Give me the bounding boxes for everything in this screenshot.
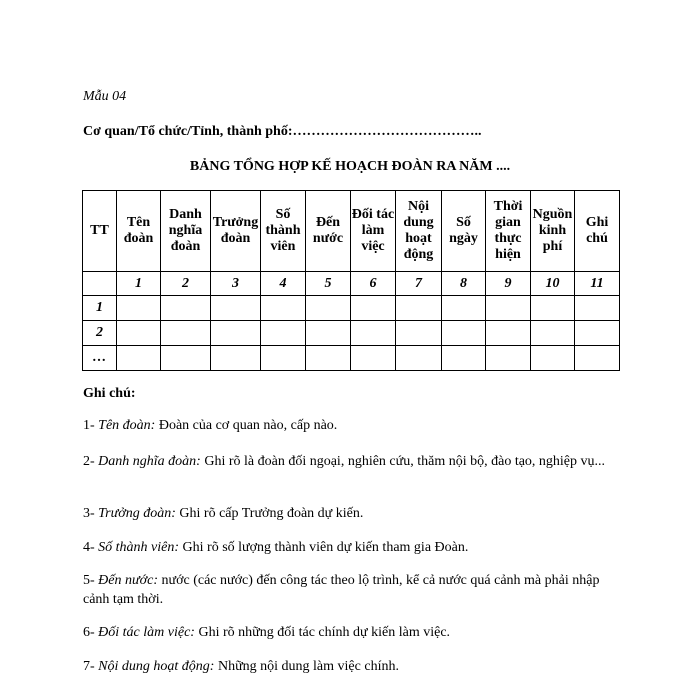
- header-cell: Trưởng đoàn: [211, 191, 261, 272]
- note-prefix: 4-: [83, 540, 99, 555]
- row-index-cell: …: [83, 346, 117, 371]
- note-term: Trưởng đoàn:: [98, 506, 176, 521]
- note-text: Đoàn của cơ quan nào, cấp nào.: [155, 418, 338, 433]
- header-cell: Nội dung hoạt động: [396, 191, 442, 272]
- empty-cell: [486, 296, 531, 321]
- empty-cell: [117, 346, 161, 371]
- empty-cell: [442, 296, 486, 321]
- header-cell: Nguồn kinh phí: [531, 191, 575, 272]
- table-row: [83, 346, 620, 371]
- note-prefix: 1-: [83, 418, 99, 433]
- table-row: [83, 321, 620, 346]
- note-prefix: 3-: [83, 506, 99, 521]
- empty-cell: [396, 346, 442, 371]
- form-code: Mẫu 04: [83, 89, 127, 104]
- empty-cell: [261, 321, 306, 346]
- note-term: Danh nghĩa đoàn:: [98, 454, 201, 469]
- note-term: Đối tác làm việc:: [98, 625, 195, 640]
- column-number-cell: 10: [531, 272, 575, 296]
- empty-cell: [261, 346, 306, 371]
- empty-cell: [211, 346, 261, 371]
- header-cell: Tên đoàn: [117, 191, 161, 272]
- empty-cell: [211, 321, 261, 346]
- note-prefix: 6-: [83, 625, 99, 640]
- note-item: [83, 571, 620, 609]
- header-cell: Thời gian thực hiện: [486, 191, 531, 272]
- column-number-cell: 7: [396, 272, 442, 296]
- empty-cell: [351, 321, 396, 346]
- empty-cell: [486, 321, 531, 346]
- empty-cell: [575, 346, 620, 371]
- empty-cell: [396, 296, 442, 321]
- empty-cell: [211, 296, 261, 321]
- empty-cell: [442, 346, 486, 371]
- plan-table: [82, 190, 620, 371]
- header-cell: Số thành viên: [261, 191, 306, 272]
- column-number-cell: 3: [211, 272, 261, 296]
- document-title: BẢNG TỔNG HỢP KẾ HOẠCH ĐOÀN RA NĂM ....: [189, 159, 511, 174]
- note-text: Ghi rõ cấp Trưởng đoàn dự kiến.: [175, 506, 364, 521]
- empty-cell: [117, 296, 161, 321]
- header-cell: Số ngày: [442, 191, 486, 272]
- header-cell: Đối tác làm việc: [351, 191, 396, 272]
- empty-cell: [306, 296, 351, 321]
- empty-cell: [306, 321, 351, 346]
- note-text: nước (các nước) đến công tác theo lộ trình, kể cả nước quá cảnh mà phải nhập cảnh tạm thời.: [83, 573, 600, 607]
- empty-cell: [531, 296, 575, 321]
- note-text: Ghi rõ là đoàn đối ngoại, nghiên cứu, thăm nội bộ, đào tạo, nghiệp vụ...: [200, 454, 606, 469]
- row-index-cell: 1: [83, 296, 117, 321]
- table-row: [83, 296, 620, 321]
- column-number-cell: 11: [575, 272, 620, 296]
- note-term: Tên đoàn:: [98, 418, 156, 433]
- empty-cell: [531, 321, 575, 346]
- column-number-cell: 6: [351, 272, 396, 296]
- note-item: [83, 416, 620, 435]
- header-row: [83, 191, 620, 272]
- note-term: Đến nước:: [98, 573, 158, 588]
- empty-cell: [531, 346, 575, 371]
- notes-title: Ghi chú:: [83, 386, 136, 401]
- row-index-cell: 2: [83, 321, 117, 346]
- column-number-cell: 9: [486, 272, 531, 296]
- note-item: [83, 504, 620, 523]
- note-item: [83, 452, 620, 471]
- header-cell: Đến nước: [306, 191, 351, 272]
- note-prefix: 5-: [83, 573, 99, 588]
- column-number-cell: [83, 272, 117, 296]
- empty-cell: [351, 346, 396, 371]
- header-cell: Danh nghĩa đoàn: [161, 191, 211, 272]
- note-prefix: 7-: [83, 659, 99, 674]
- column-number-cell: 8: [442, 272, 486, 296]
- note-text: Ghi rõ những đối tác chính dự kiến làm việc.: [194, 625, 451, 640]
- empty-cell: [486, 346, 531, 371]
- note-item: [83, 657, 620, 676]
- empty-cell: [442, 321, 486, 346]
- note-term: Số thành viên:: [98, 540, 180, 555]
- note-term: Nội dung hoạt động:: [98, 659, 215, 674]
- empty-cell: [396, 321, 442, 346]
- column-number-cell: 5: [306, 272, 351, 296]
- empty-cell: [306, 346, 351, 371]
- empty-cell: [351, 296, 396, 321]
- note-item: [83, 623, 620, 642]
- empty-cell: [575, 321, 620, 346]
- note-item: [83, 538, 620, 557]
- empty-cell: [261, 296, 306, 321]
- column-number-cell: 4: [261, 272, 306, 296]
- empty-cell: [161, 321, 211, 346]
- column-number-cell: 1: [117, 272, 161, 296]
- note-text: Ghi rõ số lượng thành viên dự kiến tham gia Đoàn.: [179, 540, 469, 555]
- organization-line: Cơ quan/Tổ chức/Tỉnh, thành phố:…………………………………..: [83, 124, 482, 139]
- note-text: Những nội dung làm việc chính.: [214, 659, 399, 674]
- header-cell: Ghi chú: [575, 191, 620, 272]
- empty-cell: [117, 321, 161, 346]
- note-prefix: 2-: [83, 454, 99, 469]
- empty-cell: [161, 296, 211, 321]
- empty-cell: [161, 346, 211, 371]
- column-number-row: [83, 272, 620, 296]
- column-number-cell: 2: [161, 272, 211, 296]
- empty-cell: [575, 296, 620, 321]
- header-cell: TT: [83, 191, 117, 272]
